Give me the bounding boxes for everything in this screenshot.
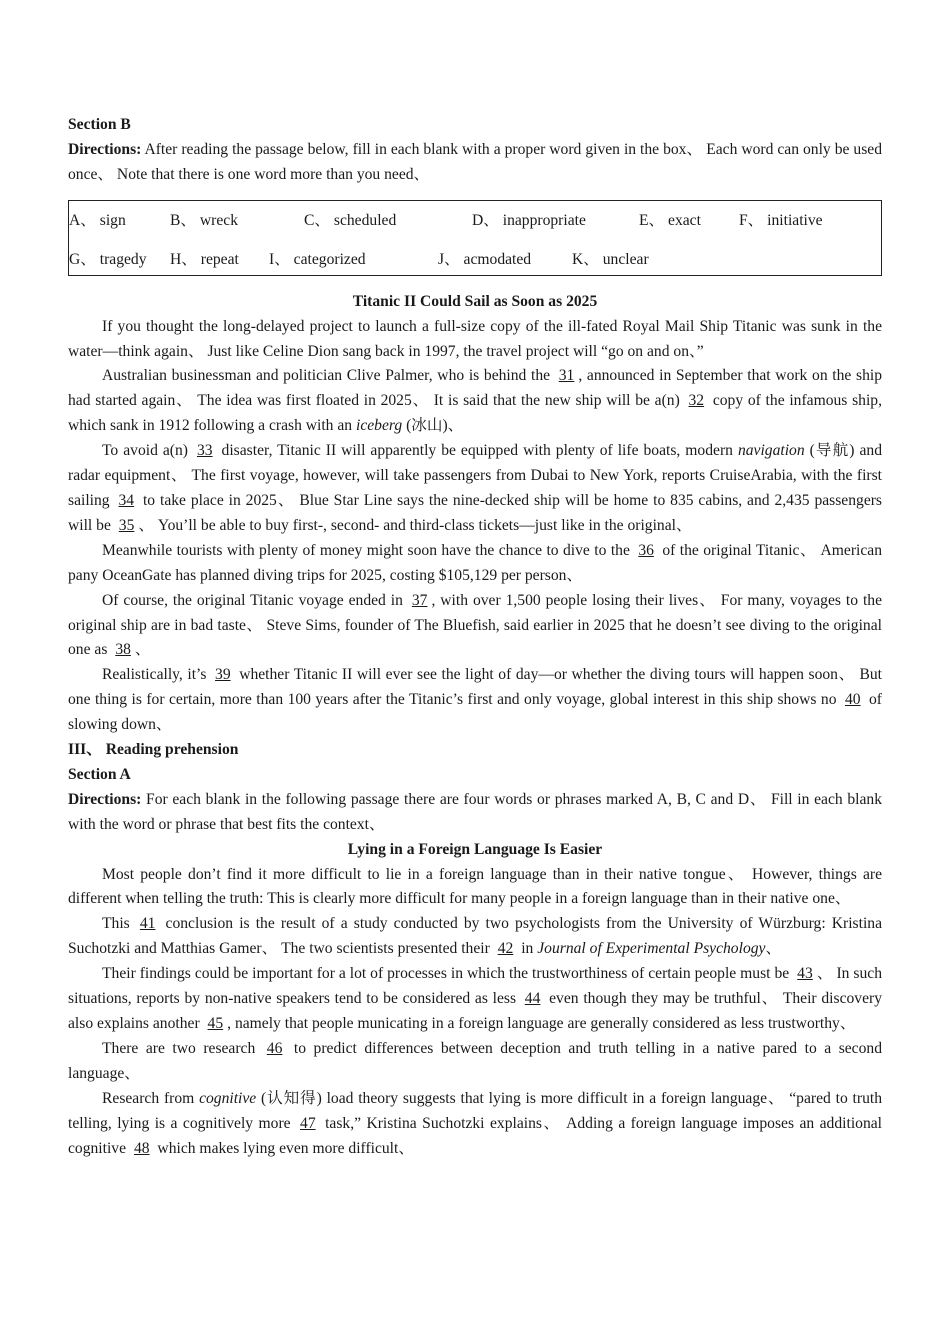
- word-option: F、 initiative: [739, 212, 823, 230]
- section-a-directions: [68, 788, 882, 838]
- directions-label: Directions:: [68, 140, 142, 158]
- blank-32[interactable]: 32: [688, 392, 705, 410]
- word-box-row-2-cell: [69, 238, 882, 276]
- blank-38[interactable]: 38: [115, 641, 131, 659]
- blank-35[interactable]: 35: [118, 516, 135, 534]
- word-option: B、 wreck: [170, 212, 238, 230]
- word-option: A、 sign: [69, 212, 126, 230]
- blank-40[interactable]: 40: [844, 691, 861, 709]
- word-box-row-2: [69, 238, 882, 276]
- blank-34[interactable]: 34: [118, 491, 135, 509]
- blank-43[interactable]: 43: [797, 965, 813, 983]
- blank-48[interactable]: 48: [133, 1139, 150, 1157]
- section-b-heading: Section B: [68, 116, 131, 133]
- blank-36[interactable]: 36: [638, 541, 654, 559]
- passage1-paragraph-2: Australian businessman and politician Clive Palmer, who is behind the 31 , announced in September that work on the ship had started again、 The idea was first floated in 2025、 It is said that the new ship will be a(n) 32 copy of the infamous ship, which sank in 1912 following a crash with an iceberg (冰山)、: [68, 367, 883, 435]
- passage2-paragraph-1: Most people don’t find it more difficult to lie in a foreign language than in their native tongue、 However, things are different when telling the truth: This is clearly more difficult for many people in a foreign language than in their native one、: [68, 865, 882, 908]
- section-b-directions: [68, 138, 882, 188]
- passage1-paragraph-4: Meanwhile tourists with plenty of money might soon have the chance to dive to the 36 of the original Titanic、 American pany OceanGate has planned diving trips for 2025, costing $105,129 per person、: [68, 541, 883, 584]
- word-option: J、 acmodated: [438, 250, 532, 268]
- word-option: K、 unclear: [572, 250, 649, 268]
- word-box-row-1: [69, 200, 882, 238]
- passage1-paragraph-6: Realistically, it’s 39 whether Titanic II will ever see the light of day—or whether the diving tours will happen soon、 But one thing is for certain, more than 100 years after the Titanic’s first and only voyage, global interest in this ship shows no 40 of slowing down、: [68, 666, 882, 734]
- word-box: [68, 200, 882, 276]
- directions-label: Directions:: [68, 790, 142, 808]
- passage1-title: Titanic II Could Sail as Soon as 2025: [352, 292, 598, 310]
- blank-31[interactable]: 31: [558, 367, 575, 385]
- part3-heading: III、 Reading prehension: [68, 741, 239, 759]
- passage2-title: Lying in a Foreign Language Is Easier: [347, 840, 603, 858]
- word-option: G、 tragedy: [69, 250, 147, 268]
- word-option: E、 exact: [639, 212, 701, 230]
- blank-46[interactable]: 46: [266, 1039, 283, 1057]
- blank-44[interactable]: 44: [524, 990, 541, 1008]
- passage2-paragraph-4: There are two research 46 to predict differences between deception and truth telling in a native pared to a second language、: [68, 1039, 882, 1082]
- blank-33[interactable]: 33: [196, 442, 213, 460]
- blank-39[interactable]: 39: [215, 666, 231, 684]
- passage1-paragraph-5: Of course, the original Titanic voyage ended in 37 , with over 1,500 people losing their lives、 For many, voyages to the original ship are in bad taste、 Steve Sims, founder of The Bluefish, said earlier in 2025 that he doesn’t see diving to the original one as 38 、: [68, 591, 883, 659]
- blank-45[interactable]: 45: [207, 1015, 224, 1032]
- directions-text: For each blank in the following passage there are four words or phrases marked A, B, C and D、 Fill in each blank with the word or phrase that best fits the context、: [68, 790, 882, 833]
- section-a-heading: Section A: [68, 765, 131, 783]
- word-option: H、 repeat: [170, 250, 239, 268]
- word-option: C、 scheduled: [304, 212, 397, 230]
- word-option: I、 categorized: [269, 250, 366, 268]
- passage2-paragraph-3: Their findings could be important for a lot of processes in which the trustworthiness of certain people must be 43 、 In such situations, reports by non-native speakers tend to be considered as less 44 even though they may be truthful、 Their discovery also explains another 45 , namely that people municating in a foreign language are generally considered as less trustworthy、: [68, 965, 883, 1032]
- worksheet-page: [68, 113, 882, 1161]
- directions-text: After reading the passage below, fill in each blank with a proper word given in the box、 Each word can only be used once、 Note that there is one word more than you need、: [68, 140, 882, 183]
- passage2-paragraph-2: This 41 conclusion is the result of a study conducted by two psychologists from the University of Würzburg: Kristina Suchotzki and Matthias Gamer、 The two scientists presented their 42 in Journal of Experimental Psychology、: [68, 915, 882, 958]
- blank-42[interactable]: 42: [497, 940, 514, 958]
- passage2-paragraph-5: Research from cognitive (认知得) load theory suggests that lying is more difficult in a foreign language、 “pared to truth telling, lying is a cognitively more 47 task,” Kristina Suchotzki explains、 Adding a foreign language imposes an additional cognitive 48 which makes lying even more difficult、: [68, 1089, 882, 1157]
- passage1-paragraph-3: To avoid a(n) 33 disaster, Titanic II will apparently be equipped with plenty of life boats, modern navigation (导航) and radar equipment、 The first voyage, however, will take passengers from Dubai to New York, reports CruiseArabia, with the first sailing 34 to take place in 2025、 Blue Star Line says the nine-decked ship will be home to 835 cabins, and 2,435 passengers will be 35 、 You’ll be able to buy first-, second- and third-class tickets—just like in the original、: [68, 442, 883, 534]
- blank-41[interactable]: 41: [139, 915, 156, 933]
- passage1-paragraph-1: If you thought the long-delayed project to launch a full-size copy of the ill-fated Royal Mail Ship Titanic was sunk in the water—think again、 Just like Celine Dion sang back in 1997, the travel project will “go on and on、”: [68, 317, 882, 360]
- word-option: D、 inappropriate: [472, 212, 586, 230]
- blank-47[interactable]: 47: [300, 1114, 316, 1132]
- blank-37[interactable]: 37: [411, 591, 428, 609]
